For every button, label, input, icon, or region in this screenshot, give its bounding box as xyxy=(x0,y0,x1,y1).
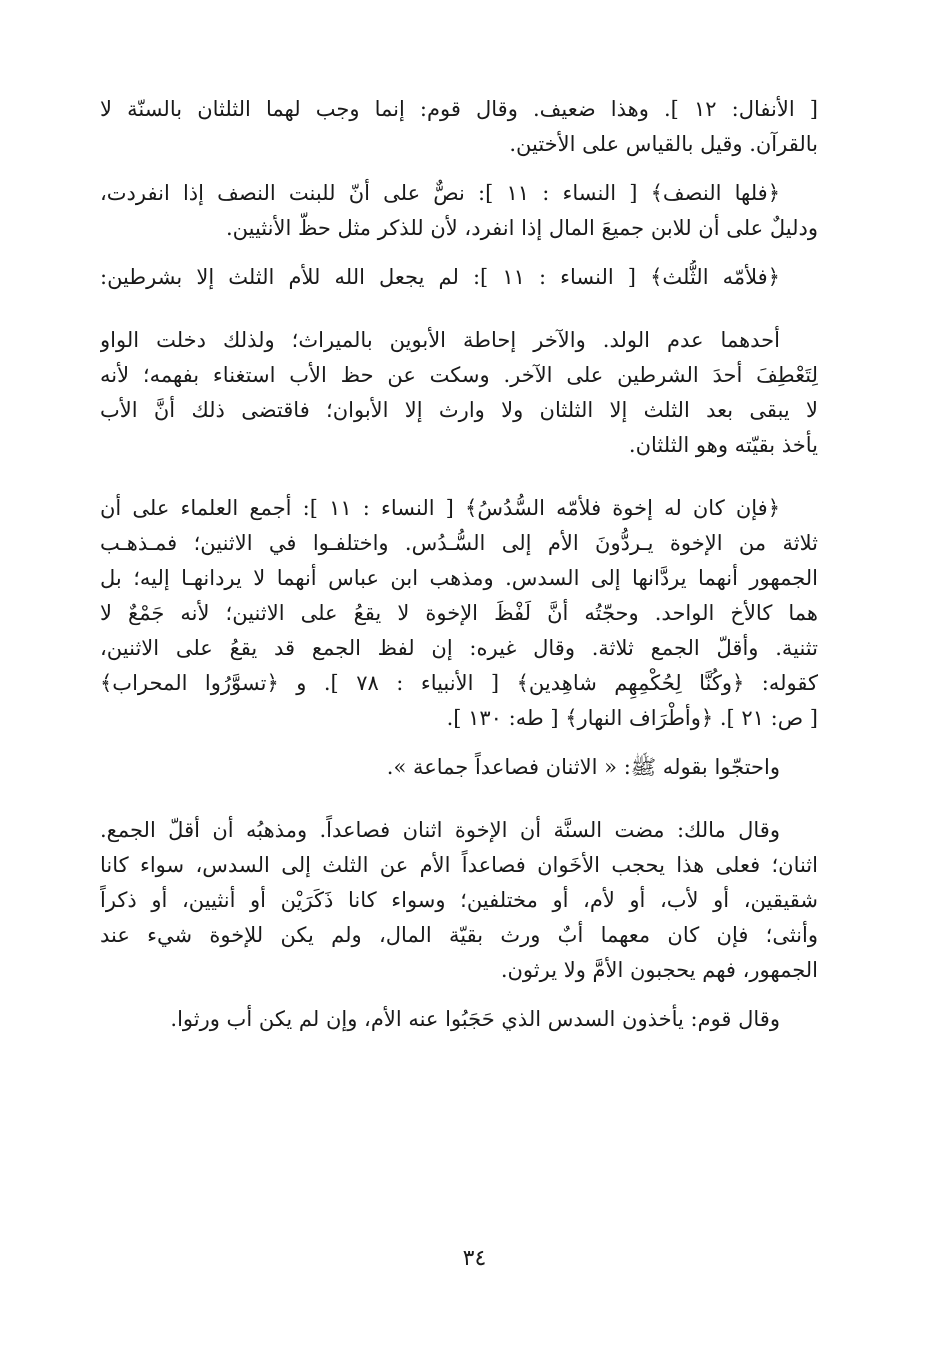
text-line: الجمهور أنهما يردَّانها إلى السدس. ومذهب ابن عباس أنهما لا يردانهـا إليه؛ بل xyxy=(100,566,818,590)
text-line: لِتَعْطِفَ أحدَ الشرطين على الآخر. وسكت عن حظ الأب استغناء بفهمه؛ لأنه xyxy=(100,363,818,387)
paragraph xyxy=(100,813,818,988)
text-line: واحتجّوا بقوله ﷺ: « الاثنان فصاعداً جماعة ». xyxy=(386,755,780,779)
text-line: يأخذ بقيّته وهو الثلثان. xyxy=(628,433,818,457)
paragraph xyxy=(100,1002,818,1037)
paragraph xyxy=(100,176,818,246)
text-line: الجمهور، فهم يحجبون الأمَّ ولا يرثون. xyxy=(500,958,818,982)
text-line: بالقرآن. وقيل بالقياس على الأختين. xyxy=(509,132,818,156)
text-line: ﴿فلأمّه الثُّلث﴾ [ النساء : ١١ ]: لم يجعل الله للأم الثلث إلا بشرطين: xyxy=(100,265,780,289)
text-line: أحدهما عدم الولد. والآخر إحاطة الأبوين بالميراث؛ ولذلك دخلت الواو xyxy=(100,328,780,352)
text-line: [ الأنفال: ١٢ ]. وهذا ضعيف. وقال قوم: إنما وجب لهما الثلثان بالسنّة لا xyxy=(100,97,818,121)
text-line: هما كالأخ الواحد. وحجّتُه أنَّ لَفْظَ الإخوة لا يقعُ على الاثنين؛ لأنه جَمْعٌ لا xyxy=(100,601,818,625)
text-line: وأنثى؛ فإن كان معهما أبٌ ورث بقيّة المال، ولم يكن للإخوة شيء عند xyxy=(100,923,818,947)
text-line: ودليلٌ على أن للابن جميعَ المال إذا انفرد، لأن للذكر مثل حظّ الأنثيين. xyxy=(225,216,818,240)
paragraph xyxy=(100,750,818,785)
text-line: ﴿فلها النصف﴾ [ النساء : ١١ ]: نصٌّ على أنّ للبنت النصف إذا انفردت، xyxy=(100,181,780,205)
text-line: تثنية. وأقلّ الجمع ثلاثة. وقال غيره: إن لفظ الجمع قد يقعُ على الاثنين، xyxy=(100,636,818,660)
paragraph xyxy=(100,260,818,295)
text-line: ثلاثة من الإخوة يـردُّونَ الأم إلى السُّـدُس. واختلفـوا في الاثنين؛ فمـذهـب xyxy=(100,531,818,555)
document-body xyxy=(100,92,818,1037)
text-line: شقيقين، أو لأب، أو لأم، أو مختلفين؛ وسواء كانا ذَكَرَيْن أو أنثيين، أو ذكراً xyxy=(100,888,818,912)
text-line: لا يبقى بعد الثلث إلا الثلثان ولا وارث إلا الأبوان؛ فاقتضى ذلك أنَّ الأب xyxy=(100,398,818,422)
text-line: ﴿فإن كان له إخوة فلأمّه السُّدُسُ﴾ [ النساء : ١١ ]: أجمع العلماء على أن xyxy=(100,496,781,520)
paragraph xyxy=(100,323,818,463)
paragraph xyxy=(100,92,818,162)
text-line: وقال قوم: يأخذون السدس الذي حَجَبُوا عنه الأم، وإن لم يكن أب ورثوا. xyxy=(170,1007,780,1031)
text-line: كقوله: ﴿وكُنَّا لِحُكْمِهِم شاهِدين﴾ [ الأنبياء : ٧٨ ]. و ﴿تسوَّرُوا المحراب﴾ xyxy=(100,671,818,695)
paragraph xyxy=(100,491,818,736)
text-line: اثنان؛ فعلى هذا يحجب الأخَوان فصاعداً الأم عن الثلث إلى السدس، سواء كانا xyxy=(100,853,818,877)
text-line: وقال مالك: مضت السنَّة أن الإخوة اثنان فصاعداً. ومذهبُه أن أقلّ الجمع. xyxy=(100,818,780,842)
page-number: ٣٤ xyxy=(462,1246,487,1271)
text-line: [ ص: ٢١ ]. ﴿وأطْرَاف النهار﴾ [ طه: ١٣٠ ]. xyxy=(446,706,818,730)
